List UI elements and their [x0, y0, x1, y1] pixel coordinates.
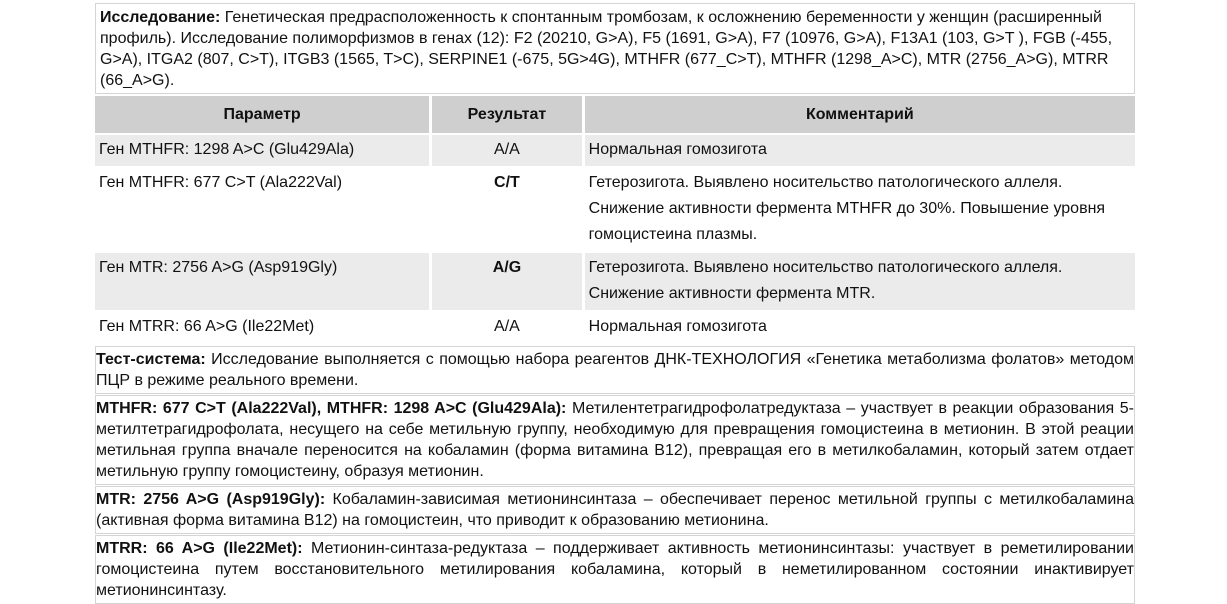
mthfr-description — [95, 395, 1135, 485]
row-parameter: Ген MTR: 2756 A>G (Asp919Gly) — [95, 253, 429, 310]
report-page — [95, 0, 1135, 604]
table-header-row — [95, 96, 1135, 133]
study-text: Генетическая предрасположенность к спонтанным тромбозам, к осложнению беременности у женщин (расширенный профиль). Исследование полиморфизмов в генах (12): F2 (20210, G>A), F5 (1691, G>A), F7 (10976, G>A), F13A1 (103, G>T ), FGB (-455, G>A), ITGA2 (807, C>T), ITGB3 (1565, T>C), SERPINE1 (-675, 5G>4G), MTHFR (677_C>T), MTHFR (1298_A>C), MTR (2756_A>G), MTRR (66_A>G). — [100, 9, 1113, 89]
test-system-text: Исследование выполняется с помощью набора реагентов ДНК-ТЕХНОЛОГИЯ «Генетика метаболизма фолатов» методом ПЦР в режиме реального времени. — [96, 351, 1134, 389]
table-row — [95, 312, 1135, 343]
table-row — [95, 135, 1135, 166]
header-comment: Комментарий — [585, 96, 1135, 133]
row-comment: Гетерозигота. Выявлено носительство патологического аллеля. Снижение активности фермента MTR. — [585, 253, 1135, 310]
test-system-note — [95, 346, 1135, 394]
results-table — [92, 94, 1138, 345]
row-result: A/A — [494, 318, 520, 335]
row-parameter: Ген MTRR: 66 A>G (Ile22Met) — [99, 318, 315, 335]
row-result: A/A — [432, 135, 581, 166]
mtrr-description — [95, 535, 1135, 604]
study-label: Исследование: — [100, 9, 221, 26]
header-parameter: Параметр — [95, 96, 429, 133]
row-result: C/T — [494, 174, 520, 191]
study-description — [95, 3, 1135, 94]
mtrr-text: Метионин-синтаза-редуктаза – поддерживает активность метионинсинтазы: участвует в реметилировании гомоцистеина путем восстановительного метилирования кобаламина, который в неметилированном состоянии инактивирует метионинсинтазу. — [96, 540, 1134, 599]
mtr-label: MTR: 2756 A>G (Asp919Gly): — [96, 491, 326, 508]
row-result: A/G — [432, 253, 581, 310]
test-system-label: Тест-система: — [96, 351, 206, 368]
mtrr-label: MTRR: 66 A>G (Ile22Met): — [96, 540, 303, 557]
row-comment: Нормальная гомозигота — [588, 318, 767, 335]
mthfr-label: MTHFR: 677 C>T (Ala222Val), MTHFR: 1298 A>C (Glu429Ala): — [96, 400, 567, 417]
row-comment: Гетерозигота. Выявлено носительство патологического аллеля. Снижение активности фермента MTHFR до 30%. Повышение уровня гомоцистеина плазмы. — [588, 174, 1106, 243]
table-row — [95, 168, 1135, 251]
header-result: Результат — [432, 96, 581, 133]
table-row — [95, 253, 1135, 310]
mtr-description — [95, 486, 1135, 534]
row-parameter: Ген MTHFR: 1298 A>C (Glu429Ala) — [95, 135, 429, 166]
mthfr-text: Метилентетрагидрофолатредуктаза – участвует в реакции образования 5-метилтетрагидрофолата, несущего на себе метильную группу, необходимую для превращения гомоцистеина в метионин. В этой реации метильная группа вначале переносится на кобаламин (форма витамина В12), превращая его в метилкобаламин, который затем отдает метильную группу гомоцистеину, образуя метионин. — [96, 400, 1134, 480]
row-parameter: Ген MTHFR: 677 C>T (Ala222Val) — [99, 174, 343, 191]
mtr-text: Кобаламин-зависимая метионинсинтаза – обеспечивает перенос метильной группы с метилкобаламина (активная форма витамина В12) на гомоцистеин, что приводит к образованию метионина. — [96, 491, 1134, 529]
row-comment: Нормальная гомозигота — [585, 135, 1135, 166]
